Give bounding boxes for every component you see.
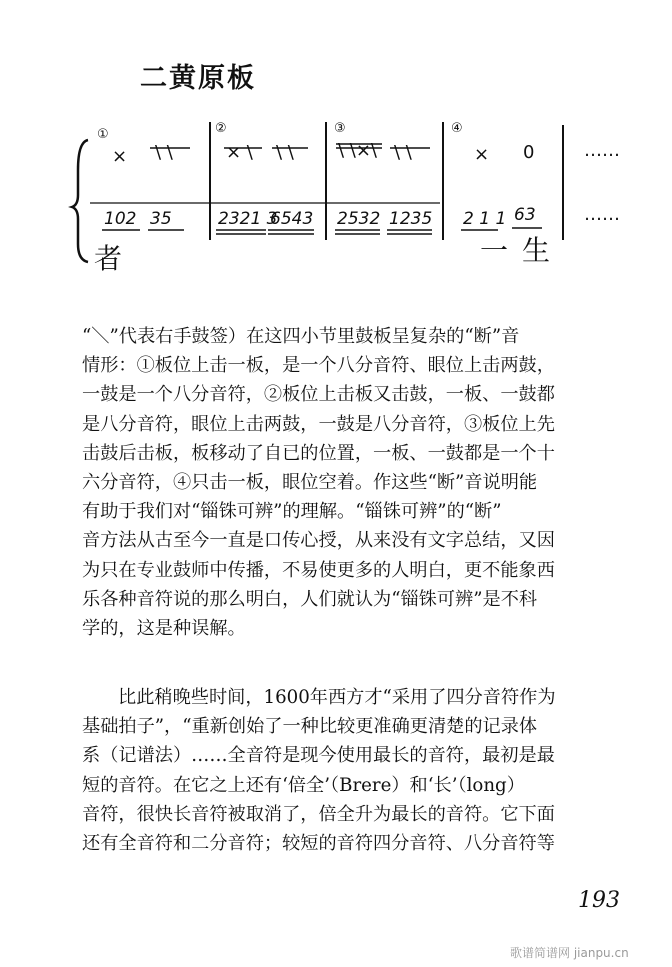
lower-note: 6543 bbox=[270, 209, 314, 229]
measure-number-2: ② bbox=[215, 121, 227, 136]
text-line: 为只在专业鼓师中传播，不易使更多的人明白，更不能象西 bbox=[82, 559, 555, 581]
text-line: 击鼓后击板，板移动了自已的位置，一板、一鼓都是一个十 bbox=[82, 442, 555, 464]
text-line: “＼”代表右手鼓签）在这四小节里鼓板呈复杂的“断”音 bbox=[82, 326, 520, 347]
body-paragraph-1 bbox=[82, 322, 632, 643]
upper-note: × bbox=[474, 144, 490, 165]
lyric: 者 bbox=[94, 242, 123, 275]
text-line: 比此稍晚些时间，1600年西方才“采用了四分音符作为 bbox=[118, 687, 556, 708]
page-number: 193 bbox=[578, 888, 620, 913]
lower-note: 2 1 1 bbox=[463, 209, 507, 229]
measure-number-1: ① bbox=[97, 127, 109, 142]
page-title: 二黄原板 bbox=[140, 63, 256, 94]
upper-note: \ \ bbox=[155, 142, 173, 163]
measure-number-4: ④ bbox=[451, 121, 463, 136]
lower-note: 102 bbox=[104, 209, 137, 229]
lower-note: 1235 bbox=[389, 209, 433, 229]
measure-number-3: ③ bbox=[334, 121, 346, 136]
text-line: 短的音符。在它之上还有‘倍全’（Brere）和‘长’（long） bbox=[82, 774, 525, 796]
upper-note: × \ bbox=[226, 142, 253, 163]
text-line: 情形：①板位上击一板，是一个八分音符、眼位上击两鼓， bbox=[82, 355, 555, 377]
staff-brace bbox=[72, 140, 88, 262]
upper-note: × bbox=[112, 146, 128, 167]
text-line: 系（记谱法）……全音符是现今使用最长的音符，最初是最 bbox=[82, 745, 555, 767]
text-line: 乐各种音符说的那么明白，人们就认为“锱铢可辨”是不科 bbox=[82, 588, 538, 610]
text-line: 学的，这是种误解。 bbox=[82, 617, 246, 639]
upper-ellipsis: …… bbox=[584, 140, 620, 161]
lower-note: 2321 3 bbox=[218, 209, 278, 229]
lower-note: 2532 bbox=[337, 209, 381, 229]
upper-note: \ \ bbox=[394, 142, 412, 163]
text-line: 还有全音符和二分音符；较短的音符四分音符、八分音符等 bbox=[82, 832, 555, 854]
upper-note: \ \ bbox=[276, 142, 294, 163]
text-line: 有助于我们对“锱铢可辨”的理解。“锱铢可辨”的“断” bbox=[82, 501, 502, 523]
text-line: 音符，很快长音符被取消了，倍全升为最长的音符。它下面 bbox=[82, 803, 555, 825]
text-line: 基础拍子”，“重新创始了一种比较更准确更清楚的记录体 bbox=[82, 716, 538, 738]
text-line: 六分音符，④只击一板，眼位空着。作这些“断”音说明能 bbox=[82, 471, 538, 493]
percussion-score bbox=[0, 110, 672, 290]
upper-note: \ \×\ bbox=[338, 140, 377, 161]
lyric: 一 bbox=[480, 234, 509, 267]
lyric: 生 bbox=[522, 234, 551, 267]
text-line: 一鼓是一个八分音符，②板位上击板又击鼓，一板、一鼓都 bbox=[82, 384, 555, 406]
upper-note: 0 bbox=[523, 142, 535, 163]
text-line: 是八分音符，眼位上击两鼓，一鼓是八分音符，③板位上先 bbox=[82, 413, 555, 435]
body-paragraph-2 bbox=[82, 683, 632, 858]
text-line: 音方法从古至今一直是口传心授，从来没有文字总结，又因 bbox=[82, 530, 555, 552]
lower-note: 63 bbox=[514, 205, 536, 225]
watermark: 歌谱简谱网 jianpu.cn bbox=[510, 946, 629, 960]
lower-note: 35 bbox=[150, 209, 172, 229]
lower-ellipsis: …… bbox=[584, 204, 620, 225]
